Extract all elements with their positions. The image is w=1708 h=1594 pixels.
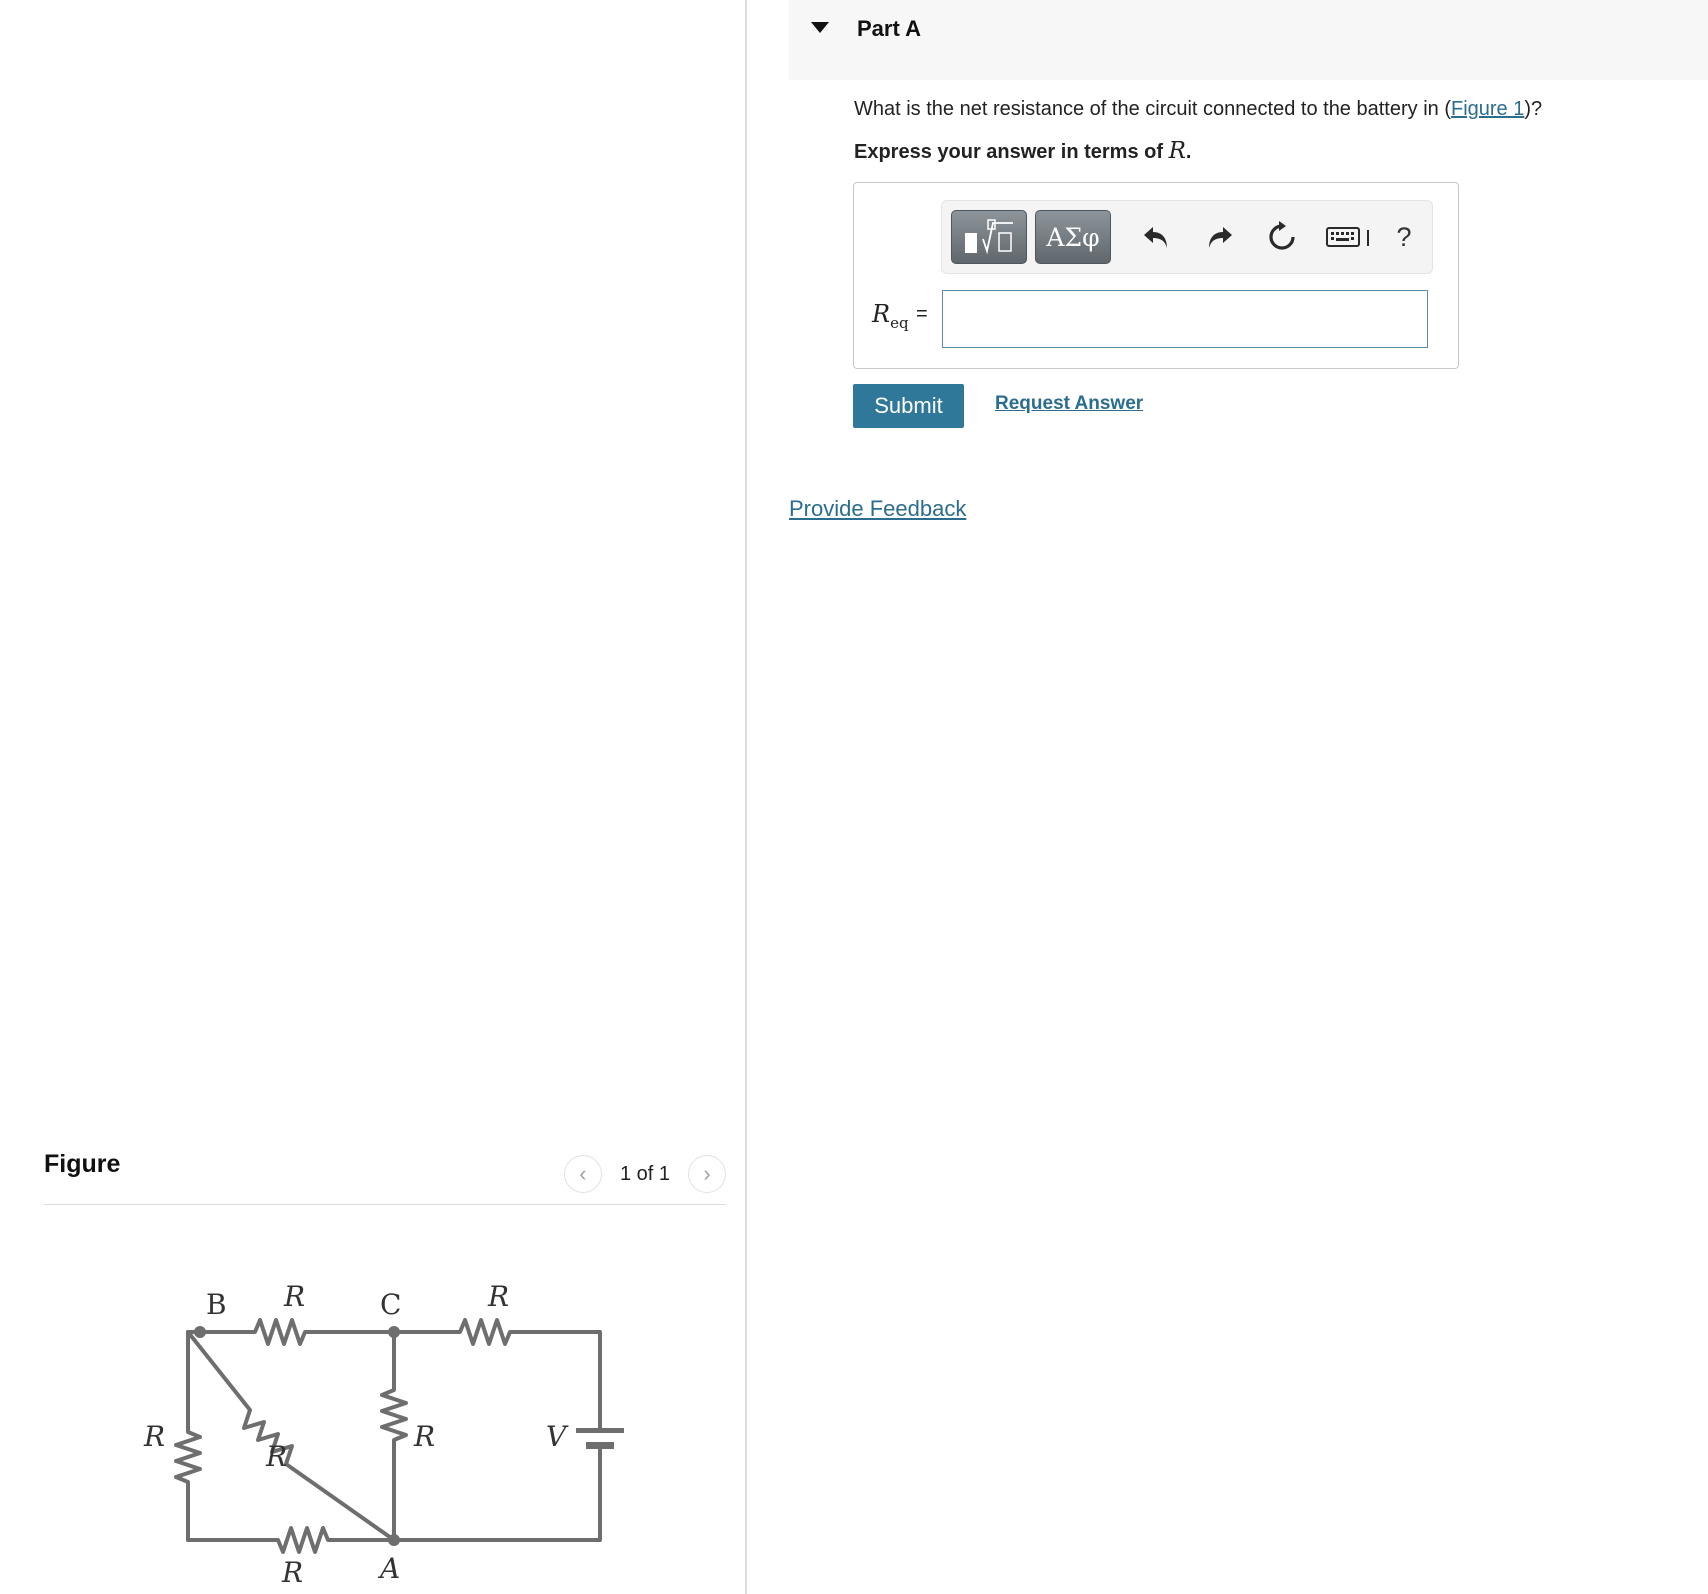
instruction-variable: R (1168, 138, 1186, 164)
wire-right-bottom (394, 1446, 600, 1540)
help-button[interactable]: ? (1396, 221, 1412, 252)
figure-title: Figure (44, 1150, 121, 1178)
battery-plate-short (586, 1442, 614, 1449)
label-battery-v: V (546, 1420, 567, 1453)
figure-pane (0, 0, 746, 1594)
answer-label-main: R (872, 300, 891, 328)
wire-top-left (188, 1320, 394, 1344)
math-toolbar (941, 200, 1433, 274)
answer-label-sub: eq (890, 313, 909, 332)
answer-input[interactable] (942, 290, 1428, 348)
part-a-header[interactable] (789, 0, 1708, 80)
greek-symbols-button[interactable]: ΑΣφ (1035, 210, 1111, 264)
templates-icon (959, 217, 1019, 257)
label-r-left: R (144, 1420, 166, 1453)
provide-feedback-link[interactable]: Provide Feedback (789, 496, 967, 521)
wire-middle (382, 1332, 406, 1540)
figure-pager (564, 1154, 726, 1194)
node-b-dot (194, 1326, 206, 1338)
figure-link[interactable]: Figure 1 (1450, 98, 1525, 120)
caret-down-icon[interactable] (811, 22, 829, 33)
wire-left (176, 1332, 200, 1540)
label-r-middle: R (414, 1420, 436, 1453)
battery-plate-long (576, 1428, 624, 1433)
node-c-dot (388, 1326, 400, 1338)
wire-top-right (394, 1320, 600, 1430)
wire-diagonal (188, 1332, 394, 1540)
label-r-diagonal: R (266, 1440, 288, 1473)
submit-button[interactable]: Submit (853, 384, 964, 428)
label-node-c: C (380, 1288, 402, 1321)
pane-divider (745, 0, 747, 1594)
label-r-top-left: R (284, 1280, 306, 1313)
answer-instruction (854, 138, 1191, 164)
chevron-left-icon[interactable]: ‹ (564, 1155, 602, 1193)
label-node-a: A (380, 1552, 401, 1585)
wire-bottom (188, 1528, 394, 1552)
answer-box (853, 182, 1459, 369)
equals-sign: = (916, 303, 928, 325)
redo-icon[interactable] (1202, 219, 1238, 255)
circuit-diagram (130, 1270, 630, 1594)
label-r-bottom: R (282, 1556, 304, 1589)
pager-text: 1 of 1 (619, 1162, 670, 1185)
undo-icon[interactable] (1138, 219, 1174, 255)
answer-variable-label (872, 300, 909, 332)
templates-button[interactable] (951, 210, 1027, 264)
keyboard-icon[interactable] (1326, 219, 1372, 255)
instruction-suffix: . (1185, 141, 1192, 163)
question-prefix: What is the net resistance of the circuit connected to the battery in ( (854, 98, 1451, 120)
figure-header (44, 1148, 726, 1205)
question-text (854, 98, 1542, 121)
label-node-b: B (206, 1288, 227, 1321)
request-answer-link[interactable]: Request Answer (995, 393, 1144, 414)
instruction-prefix: Express your answer in terms of (854, 141, 1169, 163)
label-r-top-right: R (488, 1280, 510, 1313)
reset-icon[interactable] (1264, 219, 1300, 255)
part-title: Part A (857, 16, 921, 41)
node-a-dot (388, 1534, 400, 1546)
chevron-right-icon[interactable]: › (688, 1155, 726, 1193)
question-suffix: )? (1524, 98, 1543, 120)
